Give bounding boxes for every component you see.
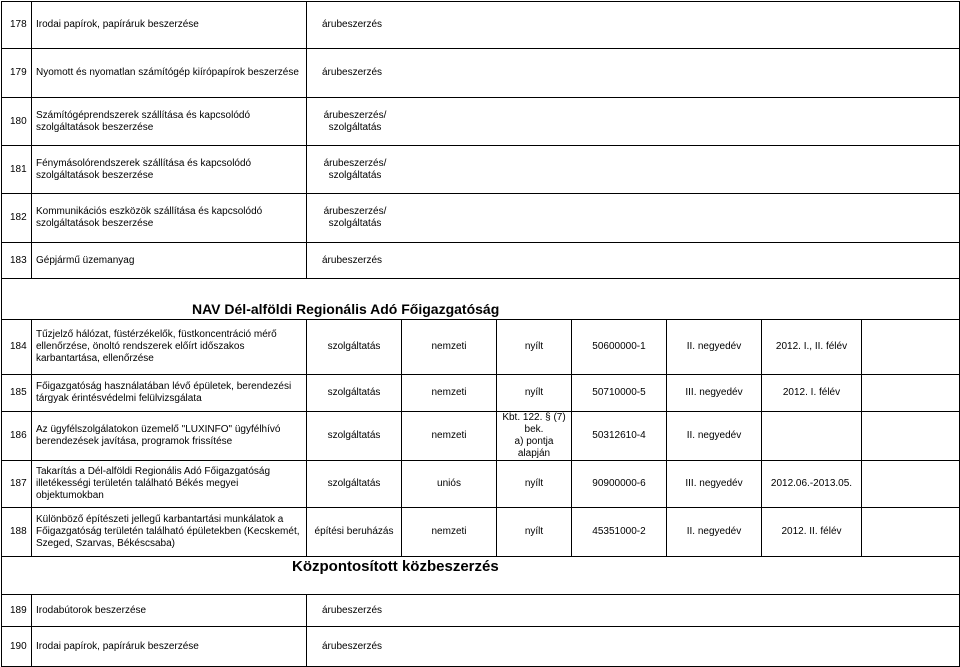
row-scope: nemzeti [402, 412, 497, 461]
row-type: árubeszerzés [307, 243, 960, 279]
row-number: 188 [2, 508, 32, 557]
row-quarter: II. negyedév [667, 320, 762, 375]
table-row [2, 98, 960, 146]
row-number: 185 [2, 375, 32, 412]
row-number: 181 [2, 146, 32, 194]
row-description: Irodabútorok beszerzése [32, 595, 307, 627]
type-line: árubeszerzés/ [323, 206, 387, 217]
table-row [2, 194, 960, 243]
row-extra [862, 320, 960, 375]
row-description [32, 461, 307, 508]
row-description [32, 412, 307, 461]
table-row [2, 243, 960, 279]
row-number: 189 [2, 595, 32, 627]
table-row [2, 49, 960, 98]
table-row [2, 595, 960, 627]
procedure-line: Kbt. 122. § (7) bek. [502, 412, 566, 435]
desc-line: Fénymásolórendszerek szállítása és kapcsolódó [36, 157, 252, 169]
row-number: 178 [2, 2, 32, 49]
row-type: árubeszerzés [307, 49, 960, 98]
row-description: Nyomott és nyomatlan számítógép kiírópapírok beszerzése [32, 49, 307, 98]
row-procedure [497, 412, 572, 461]
desc-line: tárgyak érintésvédelmi felülvizsgálata [36, 393, 202, 404]
row-extra [862, 375, 960, 412]
desc-line: Tűzjelző hálózat, füstérzékelők, füstkoncentráció mérő [36, 329, 277, 340]
desc-line: Kommunikációs eszközök szállítása és kapcsolódó [36, 206, 263, 217]
row-type: szolgáltatás [307, 320, 402, 375]
desc-line: Szeged, Szarvas, Békéscsaba) [36, 538, 175, 549]
row-description: Irodai papírok, papíráruk beszerzése [32, 2, 307, 49]
desc-line: szolgáltatások beszerzése [36, 218, 154, 229]
row-description [32, 320, 307, 375]
row-procedure: nyílt [497, 375, 572, 412]
desc-line: Takarítás a Dél-alföldi Regionális Adó Főigazgatóság [36, 466, 271, 477]
section-row [2, 279, 960, 320]
row-description: Gépjármű üzemanyag [32, 243, 307, 279]
section-heading-centralized: Központosított közbeszerzés [2, 557, 960, 595]
table-row [2, 627, 960, 667]
row-type [307, 194, 960, 243]
row-scope: nemzeti [402, 320, 497, 375]
table-row [2, 461, 960, 508]
row-number: 186 [2, 412, 32, 461]
desc-line: Főigazgatóság területén található épületekben (Kecskemét, [36, 526, 300, 537]
row-scope: uniós [402, 461, 497, 508]
procedure-line: a) pontja alapján [514, 436, 554, 459]
desc-line: szolgáltatások beszerzése [36, 121, 154, 133]
row-type: szolgáltatás [307, 412, 402, 461]
row-quarter: II. negyedév [667, 508, 762, 557]
desc-line: Különböző építészeti jellegű karbantartási munkálatok a [36, 514, 284, 525]
section-heading-nav: NAV Dél-alföldi Regionális Adó Főigazgatóság [2, 279, 960, 320]
desc-line: illetékességi területén található Békés megyei [36, 478, 239, 489]
row-scope: nemzeti [402, 375, 497, 412]
row-type: szolgáltatás [307, 375, 402, 412]
row-period: 2012. I. félév [762, 375, 862, 412]
row-cpv: 45351000-2 [572, 508, 667, 557]
row-extra [862, 508, 960, 557]
type-line: szolgáltatás [328, 121, 382, 133]
row-number: 190 [2, 627, 32, 667]
row-number: 182 [2, 194, 32, 243]
table-row [2, 375, 960, 412]
desc-line: ellenőrzése, önoltó rendszerek előírt időszakos [36, 341, 245, 352]
row-description: Irodai papírok, papíráruk beszerzése [32, 627, 307, 667]
row-cpv: 50312610-4 [572, 412, 667, 461]
table-row [2, 508, 960, 557]
row-number: 183 [2, 243, 32, 279]
row-type: árubeszerzés [307, 2, 960, 49]
table-row [2, 146, 960, 194]
row-description [32, 508, 307, 557]
row-procedure: nyílt [497, 320, 572, 375]
procurement-table [1, 1, 960, 667]
desc-line: Az ügyfélszolgálatokon üzemelő "LUXINFO" ügyfélhívó [36, 424, 281, 435]
desc-line: karbantartása, ellenőrzése [36, 353, 154, 364]
row-quarter: II. negyedév [667, 412, 762, 461]
row-period: 2012. II. félév [762, 508, 862, 557]
row-type: árubeszerzés [307, 595, 960, 627]
row-period [762, 412, 862, 461]
desc-line: berendezések javítása, programok frissítése [36, 436, 233, 447]
desc-line: Számítógéprendszerek szállítása és kapcsolódó [36, 109, 251, 121]
row-type [307, 98, 960, 146]
row-number: 184 [2, 320, 32, 375]
desc-line: Főigazgatóság használatában lévő épületek, berendezési [36, 381, 292, 392]
row-extra [862, 412, 960, 461]
type-line: szolgáltatás [328, 169, 382, 181]
row-description [32, 146, 307, 194]
table-row [2, 412, 960, 461]
row-cpv: 50600000-1 [572, 320, 667, 375]
table-row [2, 2, 960, 49]
row-cpv: 90900000-6 [572, 461, 667, 508]
type-line: árubeszerzés/ [323, 157, 387, 169]
row-quarter: III. negyedév [667, 375, 762, 412]
row-scope: nemzeti [402, 508, 497, 557]
row-number: 187 [2, 461, 32, 508]
type-line: szolgáltatás [328, 218, 382, 229]
row-description [32, 98, 307, 146]
row-type: árubeszerzés [307, 627, 960, 667]
row-number: 179 [2, 49, 32, 98]
table-row [2, 320, 960, 375]
desc-line: szolgáltatások beszerzése [36, 169, 154, 181]
row-number: 180 [2, 98, 32, 146]
row-type [307, 146, 960, 194]
row-description [32, 194, 307, 243]
row-period: 2012.06.-2013.05. [762, 461, 862, 508]
row-type: építési beruházás [307, 508, 402, 557]
row-procedure: nyílt [497, 508, 572, 557]
row-type: szolgáltatás [307, 461, 402, 508]
section-row [2, 557, 960, 595]
type-line: árubeszerzés/ [323, 109, 387, 121]
row-description [32, 375, 307, 412]
row-extra [862, 461, 960, 508]
desc-line: objektumokban [36, 490, 104, 501]
row-cpv: 50710000-5 [572, 375, 667, 412]
row-quarter: III. negyedév [667, 461, 762, 508]
row-period: 2012. I., II. félév [762, 320, 862, 375]
row-procedure: nyílt [497, 461, 572, 508]
